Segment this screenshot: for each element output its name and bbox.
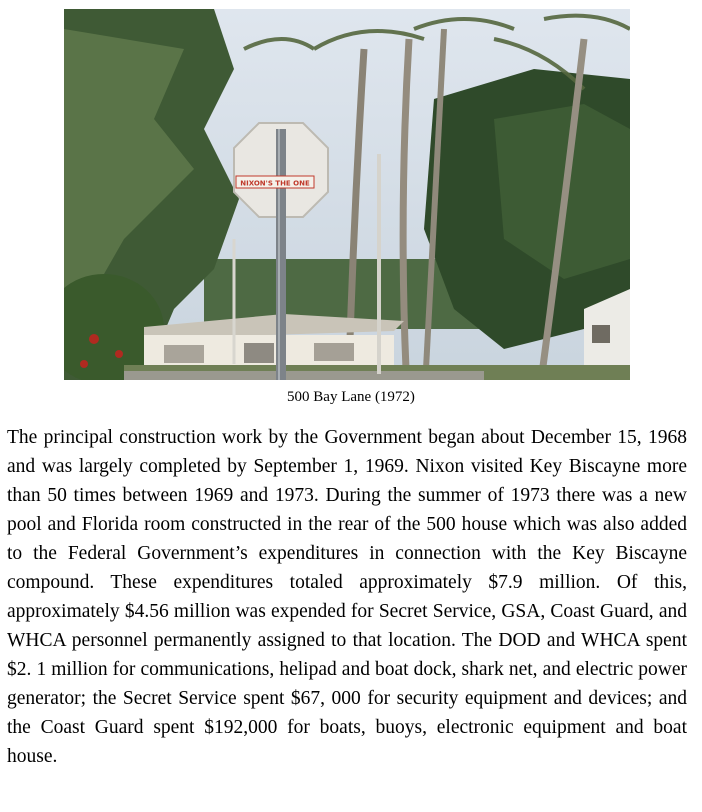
figure-caption: 500 Bay Lane (1972) xyxy=(287,389,415,405)
street-photo xyxy=(64,9,630,380)
sign-sticker-text: NIXON'S THE ONE xyxy=(240,179,310,188)
body-paragraph: The principal construction work by the Government began about December 15, 1968 and was largely completed by September 1, 1969. Nixon visited Key Biscayne more than 50 times between 1969 and 1973. During the summer of 1973 there was a new pool and Florida room constructed in the rear of the 500 house which was also added to the Federal Government’s expenditures in connection with the Key Biscayne compound. These expenditures totaled approximately $7.9 million. Of this, approximately $4.56 million was expended for Secret Service, GSA, Coast Guard, and WHCA personnel permanently assigned to that location. The DOD and WHCA spent $2. 1 million for communications, helipad and boat dock, shark net, and electric power generator; the Secret Service spent $67, 000 for security equipment and devices; and the Coast Guard spent $192,000 for boats, buoys, electronic equipment and boat house. xyxy=(7,427,687,767)
